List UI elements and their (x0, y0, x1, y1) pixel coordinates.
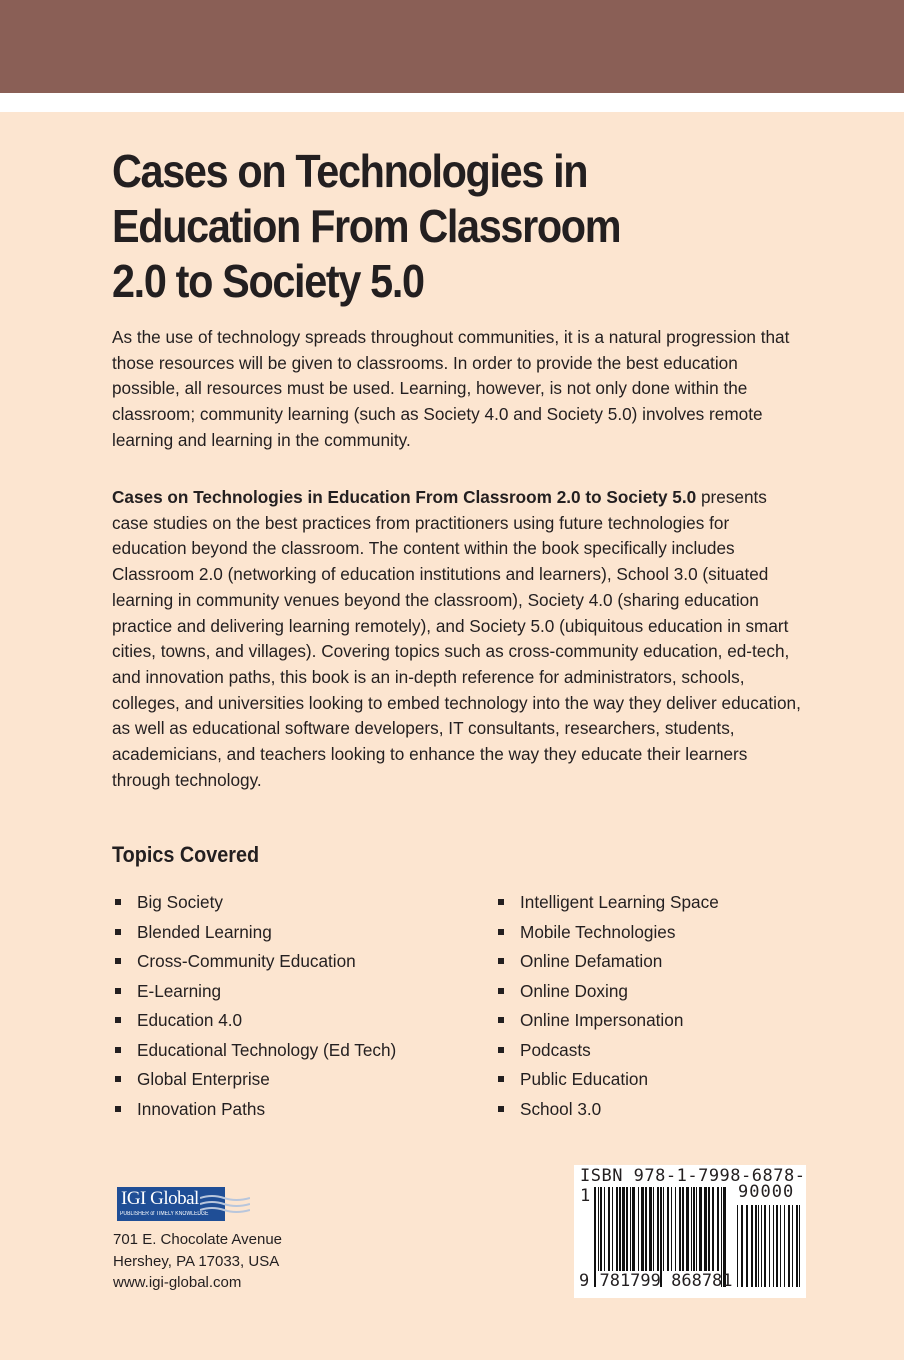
bullet-icon (115, 1106, 121, 1112)
barcode-bar (755, 1205, 757, 1287)
topic-item (495, 1037, 719, 1067)
ean-digits: 9 781799 868781 (579, 1271, 733, 1291)
address-line: 701 E. Chocolate Avenue (113, 1231, 283, 1248)
topics-list-left (112, 889, 396, 1125)
isbn-barcode (574, 1165, 806, 1298)
bullet-icon (498, 1076, 504, 1082)
barcode-bar (746, 1205, 748, 1287)
bullet-icon (498, 1017, 504, 1023)
topic-label: E-Learning (137, 980, 222, 1001)
address-line: Hershey, PA 17033, USA (113, 1252, 280, 1270)
white-stripe (0, 93, 904, 112)
bullet-icon (115, 958, 121, 964)
bullet-icon (115, 1047, 121, 1053)
bullet-icon (498, 988, 504, 994)
topic-label: Education 4.0 (137, 1010, 243, 1030)
description-paragraph (112, 485, 802, 793)
bullet-icon (498, 899, 504, 905)
barcode-bar (796, 1205, 798, 1287)
barcode-bar (758, 1205, 759, 1287)
topics-heading: Topics Covered (112, 842, 260, 867)
topic-item (495, 978, 719, 1008)
description-book-title: Cases on Technologies in Education From Classroom 2.0 to Society 5.0 (112, 487, 697, 507)
description-text: presents case studies on the best practices from practitioners using future technologies for education beyond the classroom. The content within the book specifically includes Classroom 2.0 (networking of education institutions and learners), School 3.0 (situated learning in community venues beyond the classroom), Society 4.0 (sharing education practice and delivering learning remotely), and Society 5.0 (ubiquitous education in smart cities, towns, and villages). Covering topics such as cross-community education, ed-tech, and innovation paths, this book is an in-depth reference for administrators, schools, colleges, and universities looking to embed technology into the way they deliver education, as well as educational software developers, IT consultants, researchers, students, academicians, and teachers looking to enhance the way they educate their learners through technology. (112, 487, 801, 790)
bullet-icon (498, 929, 504, 935)
title-line: 2.0 to Society 5.0 (112, 255, 424, 307)
barcode-bar (792, 1205, 793, 1287)
bullet-icon (115, 988, 121, 994)
topic-item (495, 1096, 719, 1126)
barcode-bar (764, 1205, 766, 1287)
topic-item (112, 1096, 396, 1126)
topic-label: Educational Technology (Ed Tech) (137, 1039, 397, 1060)
price-code: 90000 (738, 1182, 795, 1202)
topic-item (112, 919, 396, 949)
logo-tagline: PUBLISHER of TIMELY KNOWLEDGE (120, 1211, 209, 1217)
publisher-address (113, 1229, 282, 1294)
intro-paragraph: As the use of technology spreads throughout communities, it is a natural progression that those resources will be given to classrooms. In order to provide the best education possible, all resources must be used. Learning, however, is not only done within the classroom; community learning (such as Society 4.0 and Society 5.0) involves remote learning and learning in the community. (112, 327, 790, 450)
topic-label: Online Impersonation (520, 1010, 684, 1030)
topic-label: Online Doxing (520, 980, 628, 1001)
barcode-bar (741, 1205, 743, 1287)
topic-item (495, 948, 719, 978)
topic-label: Online Defamation (520, 951, 663, 971)
topic-label: School 3.0 (520, 1098, 602, 1119)
bullet-icon (498, 1047, 504, 1053)
barcode-bar (776, 1205, 778, 1287)
logo-name: IGI Global (121, 1188, 199, 1209)
topic-item (112, 948, 396, 978)
topic-label: Global Enterprise (137, 1069, 270, 1089)
title-line: Cases on Technologies in (112, 145, 588, 197)
barcode-bar (737, 1205, 738, 1287)
topic-item (495, 1066, 719, 1096)
book-title (112, 144, 742, 309)
bullet-icon (115, 1017, 121, 1023)
topic-label: Intelligent Learning Space (520, 892, 719, 912)
topic-item (495, 1007, 719, 1037)
barcode-bar (788, 1205, 790, 1287)
topic-label: Cross-Community Education (137, 951, 356, 971)
barcode-bar (784, 1205, 785, 1287)
topic-label: Public Education (520, 1069, 649, 1089)
website: www.igi-global.com (113, 1274, 242, 1291)
barcode-bar (799, 1205, 800, 1287)
bullet-icon (115, 929, 121, 935)
bullet-icon (115, 1076, 121, 1082)
topic-item (112, 1037, 396, 1067)
barcode-bar (761, 1205, 762, 1287)
top-color-band (0, 0, 904, 93)
barcode-bar (780, 1205, 781, 1287)
topic-item (112, 1066, 396, 1096)
topic-label: Blended Learning (137, 921, 272, 942)
barcode-bar (773, 1205, 774, 1287)
topics-list-right (495, 889, 719, 1125)
isbn-text: ISBN 978-1-7998-6878-1 (580, 1166, 806, 1206)
topic-label: Big Society (137, 892, 223, 912)
barcode-bar (751, 1205, 753, 1287)
logo-waves-icon (200, 1192, 250, 1216)
topic-label: Podcasts (520, 1039, 591, 1060)
topic-item (112, 1007, 396, 1037)
topic-label: Innovation Paths (137, 1098, 266, 1119)
topic-item (495, 889, 719, 919)
topic-label: Mobile Technologies (520, 921, 676, 942)
barcode-bar (769, 1205, 770, 1287)
title-line: Education From Classroom (112, 200, 621, 252)
topic-item (112, 978, 396, 1008)
bullet-icon (498, 958, 504, 964)
bullet-icon (115, 899, 121, 905)
topic-item (495, 919, 719, 949)
bullet-icon (498, 1106, 504, 1112)
topic-item (112, 889, 396, 919)
